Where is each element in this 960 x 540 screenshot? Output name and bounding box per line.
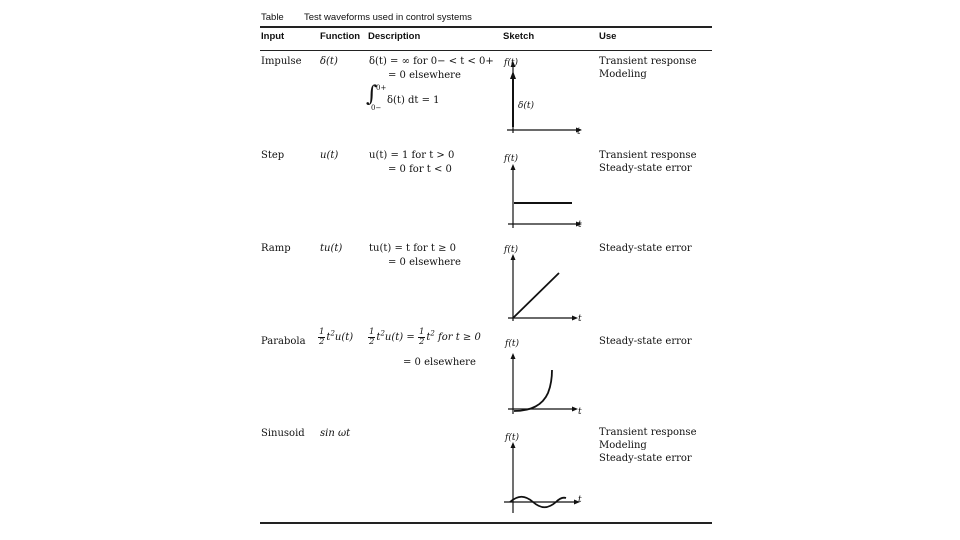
use-line-2: Steady-state error (599, 163, 692, 174)
header-rule (260, 50, 712, 51)
header-use: Use (599, 31, 617, 42)
impulse-sketch (500, 55, 590, 140)
use-line-1: Transient response (599, 150, 697, 161)
description-line-2: = 0 elsewhere (388, 70, 461, 81)
fraction-denominator: 2 (418, 337, 425, 347)
use-line-1: Steady-state error (599, 243, 692, 254)
top-rule (260, 26, 712, 28)
step-sketch (500, 148, 590, 233)
fraction-numerator: 1 (369, 327, 375, 337)
y-axis-label: f(t) (504, 58, 518, 68)
description-line-2: = 0 for t < 0 (388, 164, 452, 175)
description-line-2: = 0 elsewhere (388, 257, 461, 268)
description-line-1: δ(t) = ∞ for 0− < t < 0+ (369, 56, 494, 67)
y-axis-label: f(t) (505, 339, 519, 349)
x-axis-label: t (578, 495, 582, 505)
y-axis-label: f(t) (504, 154, 518, 164)
input-name: Step (261, 150, 285, 161)
input-name: Ramp (261, 243, 291, 254)
input-name: Parabola (261, 336, 306, 347)
description-tail: for t ≥ 0 (438, 332, 481, 343)
description-line-2: = 0 elsewhere (403, 357, 476, 368)
header-function: Function (320, 31, 361, 42)
y-axis-label: f(t) (504, 245, 518, 255)
input-name: Impulse (261, 56, 302, 67)
table-label: Table (261, 12, 284, 23)
y-axis-label: f(t) (505, 433, 519, 443)
header-description: Description (368, 31, 421, 42)
header-sketch: Sketch (503, 31, 535, 42)
integral-upper-limit: 0+ (376, 84, 387, 92)
input-name: Sinusoid (261, 428, 305, 439)
parabola-sketch (500, 335, 590, 420)
description-line-1: tu(t) = t for t ≥ 0 (369, 243, 457, 254)
x-axis-label: t (578, 407, 582, 417)
fraction-denominator: 2 (319, 337, 325, 347)
header-input: Input (261, 31, 285, 42)
use-line-1: Transient response (599, 56, 697, 67)
integral-lower-limit: 0− (371, 104, 382, 112)
use-line-1: Transient response (599, 427, 697, 438)
impulse-label: δ(t) (518, 101, 535, 111)
x-axis-label: t (578, 220, 582, 230)
ramp-sketch (500, 242, 590, 327)
function-expr: sin ωt (320, 428, 351, 439)
use-line-2: Modeling (599, 440, 647, 451)
use-line-1: Steady-state error (599, 336, 692, 347)
description-line-1: u(t) = 1 for t > 0 (369, 150, 455, 161)
function-tail: u(t) (334, 332, 354, 343)
description-line-1: $\frac{1}{2}$ $t^2u(t)$ = $\frac{1}{2}$ $t^2$ for t ≥ 0 (369, 327, 481, 347)
fraction-numerator: 1 (319, 327, 325, 337)
sinusoid-sketch (500, 428, 590, 518)
fraction-denominator: 2 (369, 337, 375, 347)
function-expr: tu(t) (320, 243, 343, 254)
bottom-rule (260, 522, 712, 524)
integral-sign: ∫ (366, 82, 378, 107)
function-expr: δ(t) (320, 56, 338, 67)
function-expr: $\frac{1}{2}$ $t^2u(t)$ (319, 327, 354, 347)
fraction-numerator: 1 (418, 327, 425, 337)
x-axis-label: t (578, 314, 582, 324)
x-axis-label: t (577, 127, 581, 137)
use-line-3: Steady-state error (599, 453, 692, 464)
description-middle: u(t) = (384, 332, 415, 343)
use-line-2: Modeling (599, 69, 647, 80)
table-title: Test waveforms used in control systems (304, 12, 472, 23)
function-expr: u(t) (320, 150, 339, 161)
integral-expression: δ(t) dt = 1 (387, 95, 440, 106)
